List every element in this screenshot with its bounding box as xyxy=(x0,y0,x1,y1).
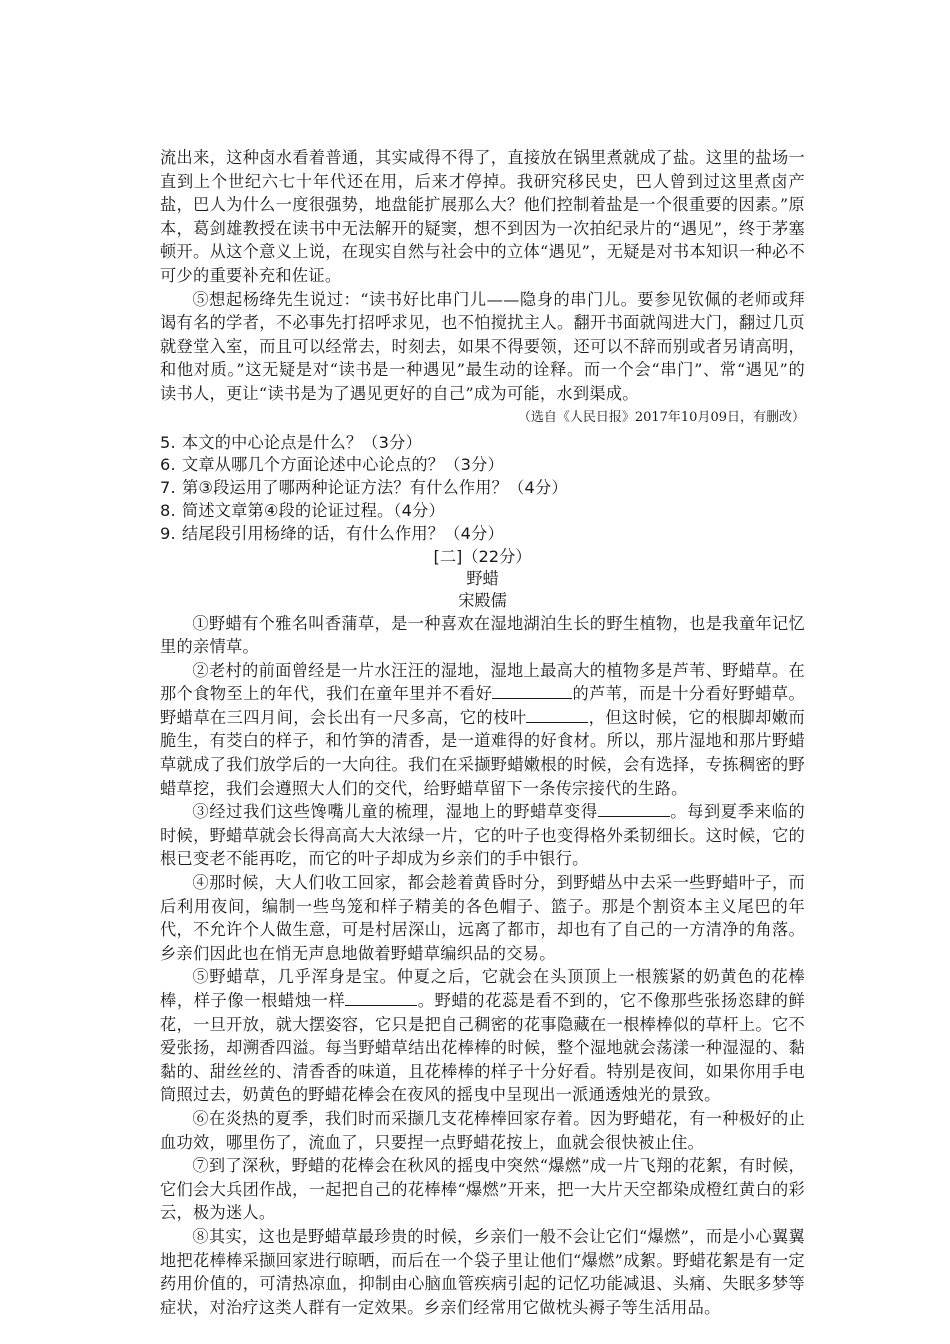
question-text: 本文的中心论点是什么？（3分） xyxy=(182,432,422,452)
essay-paragraph-1: ①野蜡有个雅名叫香蒲草，是一种喜欢在湿地湖泊生长的野生植物，也是我童年记忆里的亲情草。 xyxy=(160,613,805,657)
text-run: 的芦苇，而是十分看好野蜡草。野蜡草在三四月间，会长出有一尺多高，它的枝叶 xyxy=(160,684,806,727)
question-text: 结尾段引用杨绛的话，有什么作用？（4分） xyxy=(182,523,504,543)
question-item xyxy=(160,523,805,546)
question-number: 9. xyxy=(160,523,176,543)
article-paragraph-5: ⑤想起杨绛先生说过：“读书好比串门儿——隐身的串门儿。要参见钦佩的老师或拜谒有名的学者，不必事先打招呼求见，也不怕搅扰主人。翻开书面就闯进大门，翻过几页就登堂入室，而且可以经常去，时刻去，如果不得要领，还可以不辞而别或者另请高明，和他对质。”这无疑是对“读书是一种遇见”最生动的诠释。而一个会“串门”、常“遇见”的读书人，更让“读书是为了遇见更好的自己”成为可能，水到渠成。 xyxy=(160,289,805,403)
essay-paragraph-7: ⑦到了深秋，野蜡的花棒会在秋风的摇曳中突然“爆燃”成一片飞翔的花絮，有时候，它们会大兵团作战，一起把自己的花棒棒“爆燃”开来，把一大片天空都染成橙红黄白的彩云，极为迷人。 xyxy=(160,1156,805,1223)
section-heading: [二]（22分） xyxy=(433,546,532,566)
question-item xyxy=(160,477,805,500)
essay-title: 野蜡 xyxy=(466,568,499,588)
article-paragraph-continued: 流出来，这种卤水看着普通，其实咸得不得了，直接放在锅里煮就成了盐。这里的盐场一直到上个世纪六七十年代还在用，后来才停掉。我研究移民史，巴人曾到过这里煮卤产盐，巴人为什么一度很强势，地盘能扩展那么大？他们控制着盐是一个很重要的因素。”原本，葛剑雄教授在读书中无法解开的疑窦，想不到因为一次拍纪录片的“遇见”，终于茅塞顿开。从这个意义上说，在现实自然与社会中的立体“遇见”，无疑是对书本知识一种必不可少的重要补充和佐证。 xyxy=(160,148,805,285)
question-list xyxy=(160,432,805,546)
article-source: （选自《人民日报》2017年10月09日，有删改） xyxy=(517,409,805,425)
fill-blank[interactable] xyxy=(492,684,572,699)
text-run: ⑤野蜡草，几乎浑身是宝。仲夏之后，它就会在头顶顶上一根簇紧的奶黄色的花棒棒，样子像一根蜡烛一样 xyxy=(160,967,805,1011)
question-number: 5. xyxy=(160,432,176,452)
fill-blank[interactable] xyxy=(526,708,588,723)
essay-paragraph-3 xyxy=(160,800,805,871)
fill-blank[interactable] xyxy=(345,991,417,1006)
text-run: ②老村的前面曾经是一片水汪汪的湿地，湿地上最高大的植物多是芦苇、野蜡草。在那个食物至上的年代，我们在童年里并不看好 xyxy=(160,660,805,704)
question-item xyxy=(160,500,805,523)
text-run: ，但这时候，它的根脚却嫩而脆生，有茭白的样子，和竹笋的清香，是一道难得的好食材。所以，那片湿地和那片野蜡草就成了我们放学后的一大向往。我们在采撷野蜡嫩根的时候，会有选择，专拣稠密的野蜡草挖，我们会遵照大人们的交代，给野蜡草留下一条传宗接代的生路。 xyxy=(160,707,805,798)
essay-paragraph-8: ⑧其实，这也是野蜡草最珍贵的时候，乡亲们一般不会让它们“爆燃”，而是小心翼翼地把花棒棒采撷回家进行晾晒，而后在一个袋子里让他们“爆燃”成絮。野蜡花絮是有一定药用价值的，可清热凉血，抑制由心脑血管疾病引起的记忆功能减退、头痛、失眠多梦等症状，对治疗这类人群有一定效果。乡亲们经常用它做枕头褥子等生活用品。 xyxy=(160,1226,805,1317)
essay-paragraph-2 xyxy=(160,659,805,801)
question-number: 6. xyxy=(160,455,176,475)
question-number: 7. xyxy=(160,478,176,498)
fill-blank[interactable] xyxy=(598,802,670,817)
question-text: 第③段运用了哪两种论证方法？有什么作用？（4分） xyxy=(182,478,568,498)
essay-paragraph-4: ④那时候，大人们收工回家，都会趁着黄昏时分，到野蜡丛中去采一些野蜡叶子，而后利用夜间，编制一些鸟笼和样子精美的各色帽子、篮子。那是个割资本主义尾巴的年代，不允许个人做生意，可是村居深山，远离了都市，却也有了自己的一方清净的角落。乡亲们因此也在悄无声息地做着野蜡草编织品的交易。 xyxy=(160,873,805,963)
text-run: ③经过我们这些馋嘴儿童的梳理，湿地上的野蜡草变得 xyxy=(192,802,598,822)
text-run: 。野蜡的花蕊是看不到的，它不像那些张扬恣肆的鲜花，一旦开放，就大摆姿容，它只是把自己稠密的花事隐藏在一根棒棒似的草杆上。它不爱张扬，却溯香四溢。每当野蜡草结出花棒棒的时候，整个湿地就会荡漾一种湿湿的、黏黏的、甜丝丝的、清香香的味道，且花棒棒的样子十分好看。特别是夜间，如果你用手电筒照过去，奶黄色的野蜡花棒会在夜风的摇曳中呈现出一派通透烛光的景致。 xyxy=(160,991,805,1105)
essay-paragraph-6: ⑥在炎热的夏季，我们时而采撷几支花棒棒回家存着。因为野蜡花，有一种极好的止血功效，哪里伤了，流血了，只要捏一点野蜡花按上，血就会很快被止住。 xyxy=(160,1108,805,1152)
essay-author: 宋殿儒 xyxy=(458,590,507,610)
question-item xyxy=(160,432,805,455)
essay-paragraph-5 xyxy=(160,965,805,1107)
question-text: 文章从哪几个方面论述中心论点的？（3分） xyxy=(182,455,504,475)
question-text: 简述文章第④段的论证过程。（4分） xyxy=(182,500,445,520)
text-run: 。每到夏季来临的时候，野蜡草就会长得高高大大浓绿一片，它的叶子也变得格外柔韧细长。这时候，它的根已变老不能再吃，而它的叶子却成为乡亲们的手中银行。 xyxy=(160,802,805,869)
question-item xyxy=(160,454,805,477)
question-number: 8. xyxy=(160,500,176,520)
